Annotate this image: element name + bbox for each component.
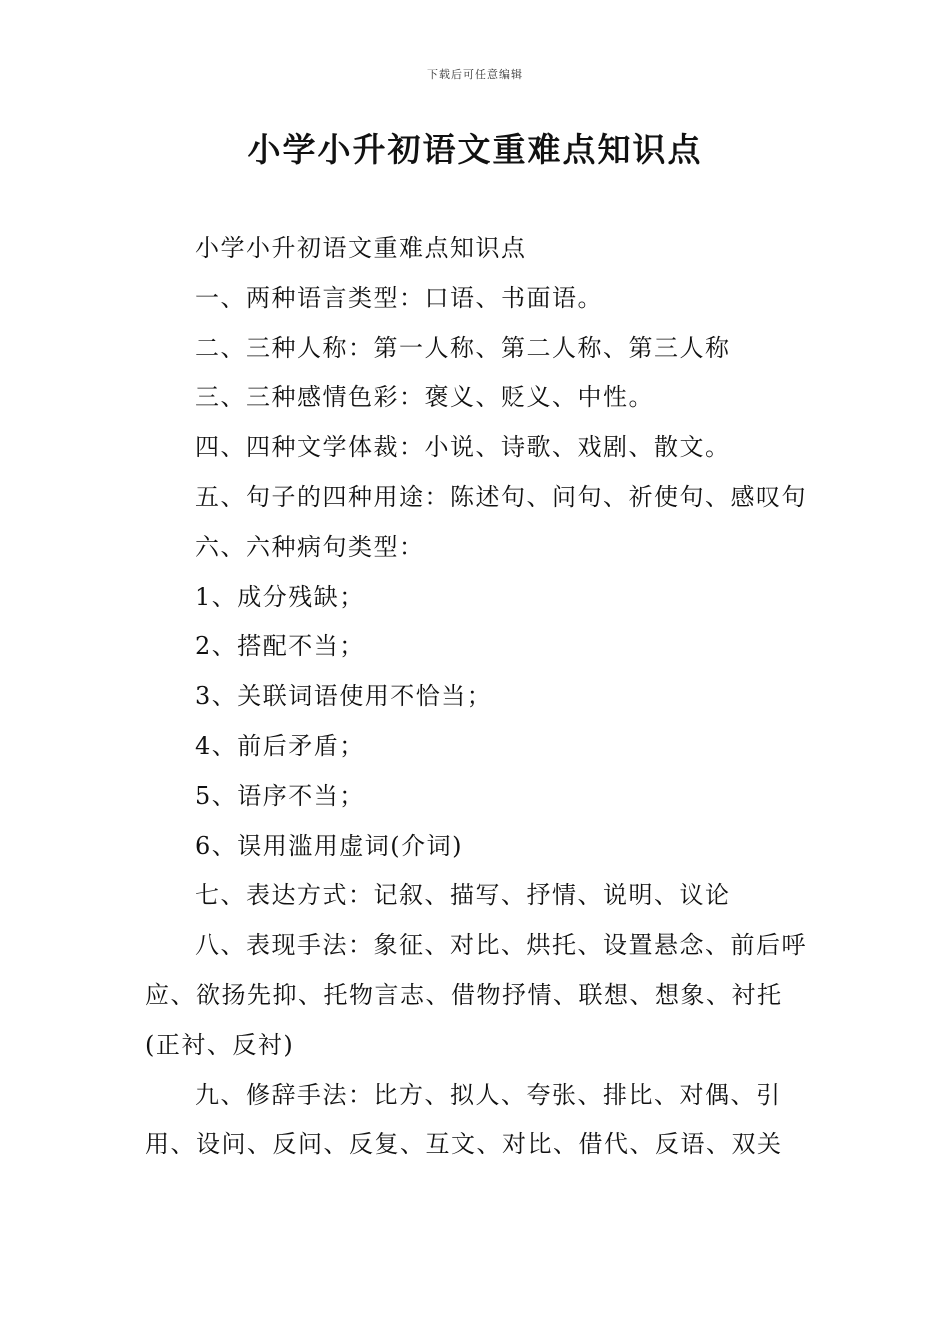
paragraph-literary-genres: 四、四种文学体裁：小说、诗歌、戏剧、散文。 — [195, 433, 731, 462]
paragraph-sentence-uses: 五、句子的四种用途：陈述句、问句、祈使句、感叹句 — [195, 482, 807, 511]
paragraph-expression-modes: 七、表达方式：记叙、描写、抒情、说明、议论 — [195, 881, 731, 910]
paragraph-rhetorical-devices: 九、修辞手法：比方、拟人、夸张、排比、对偶、引用、设问、反问、反复、互文、对比、借代、反语、双关 — [145, 1080, 783, 1159]
list-item: 6、误用滥用虚词(介词) — [195, 831, 463, 860]
list-item: 4、前后矛盾； — [195, 731, 365, 760]
list-item: 2、搭配不当； — [195, 632, 365, 661]
paragraph-language-types: 一、两种语言类型：口语、书面语。 — [195, 283, 603, 312]
paragraph-subtitle: 小学小升初语文重难点知识点 — [195, 234, 527, 262]
paragraph-faulty-sentence-types: 六、六种病句类型： — [195, 532, 425, 561]
paragraph-emotional-colors: 三、三种感情色彩：褒义、贬义、中性。 — [195, 383, 654, 412]
list-item: 5、语序不当； — [195, 781, 365, 810]
list-item: 3、关联词语使用不恰当； — [195, 682, 493, 711]
paragraph-persons: 二、三种人称：第一人称、第二人称、第三人称 — [195, 333, 731, 362]
document-title: 小学小升初语文重难点知识点 — [247, 130, 703, 169]
page-header-note: 下载后可任意编辑 — [427, 68, 523, 81]
document-body — [145, 224, 809, 1170]
paragraph-expression-techniques: 八、表现手法：象征、对比、烘托、设置悬念、前后呼应、欲扬先抑、托物言志、借物抒情、联想、想象、衬托(正衬、反衬) — [145, 931, 807, 1059]
list-item: 1、成分残缺； — [195, 582, 365, 611]
